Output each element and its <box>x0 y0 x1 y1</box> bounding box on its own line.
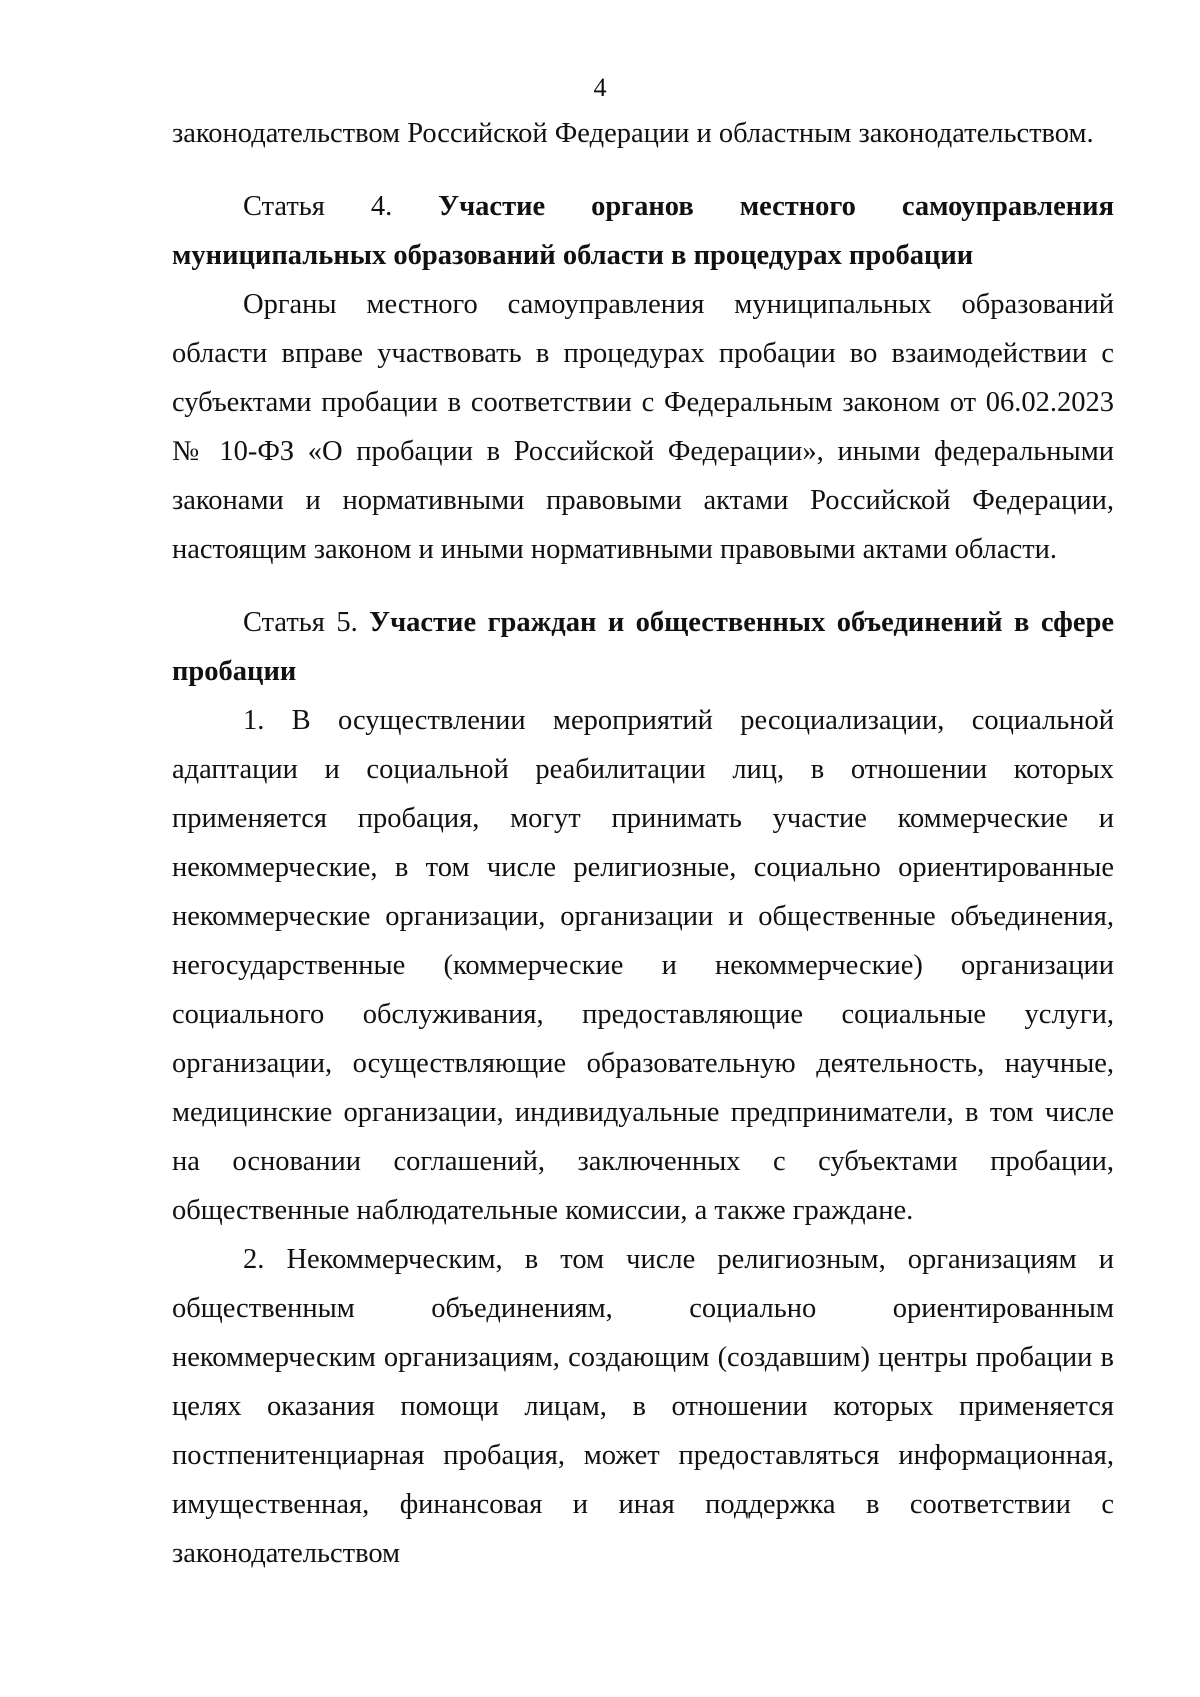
article-4-body: Органы местного самоуправления муниципальных образований области вправе участвовать в процедурах пробации во взаимодействии с субъектами пробации в соответствии с Федеральным законом от 06.02.2023 № 10-ФЗ «О пробации в Российской Федерации», иными федеральными законами и нормативными правовыми актами Российской Федерации, настоящим законом и иными нормативными правовыми актами области. <box>172 289 1114 565</box>
article-4-prefix: Статья 4. <box>243 191 439 222</box>
article-5-paragraph-2: 2. Некоммерческим, в том числе религиозным, организациям и общественным объединениям, социально ориентированным некоммерческим организациям, создающим (создавшим) центры пробации в целях оказания помощи лицам, в отношении которых применяется постпенитенциарная пробация, может предоставляться информационная, имущественная, финансовая и иная поддержка в соответствии с законодательством <box>172 1244 1114 1569</box>
article-5-heading <box>172 598 1114 696</box>
page-number: 4 <box>593 73 607 102</box>
article-5-prefix: Статья 5. <box>243 607 370 638</box>
intro-paragraph: законодательством Российской Федерации и областным законодательством. <box>172 118 1094 149</box>
article-5-paragraph-1: 1. В осуществлении мероприятий ресоциализации, социальной адаптации и социальной реабилитации лиц, в отношении которых применяется пробация, могут принимать участие коммерческие и некоммерческие, в том числе религиозные, социально ориентированные некоммерческие организации, организации и общественные объединения, негосударственные (коммерческие и некоммерческие) организации социального обслуживания, предоставляющие социальные услуги, организации, осуществляющие образовательную деятельность, научные, медицинские организации, индивидуальные предприниматели, в том числе на основании соглашений, заключенных с субъектами пробации, общественные наблюдательные комиссии, а также граждане. <box>172 705 1114 1226</box>
document-body <box>172 109 1114 1578</box>
article-4-title: Участие органов местного самоуправления муниципальных образований области в процедурах пробации <box>172 191 1114 271</box>
article-5-title: Участие граждан и общественных объединений в сфере пробации <box>172 607 1114 687</box>
article-4-heading <box>172 182 1114 280</box>
